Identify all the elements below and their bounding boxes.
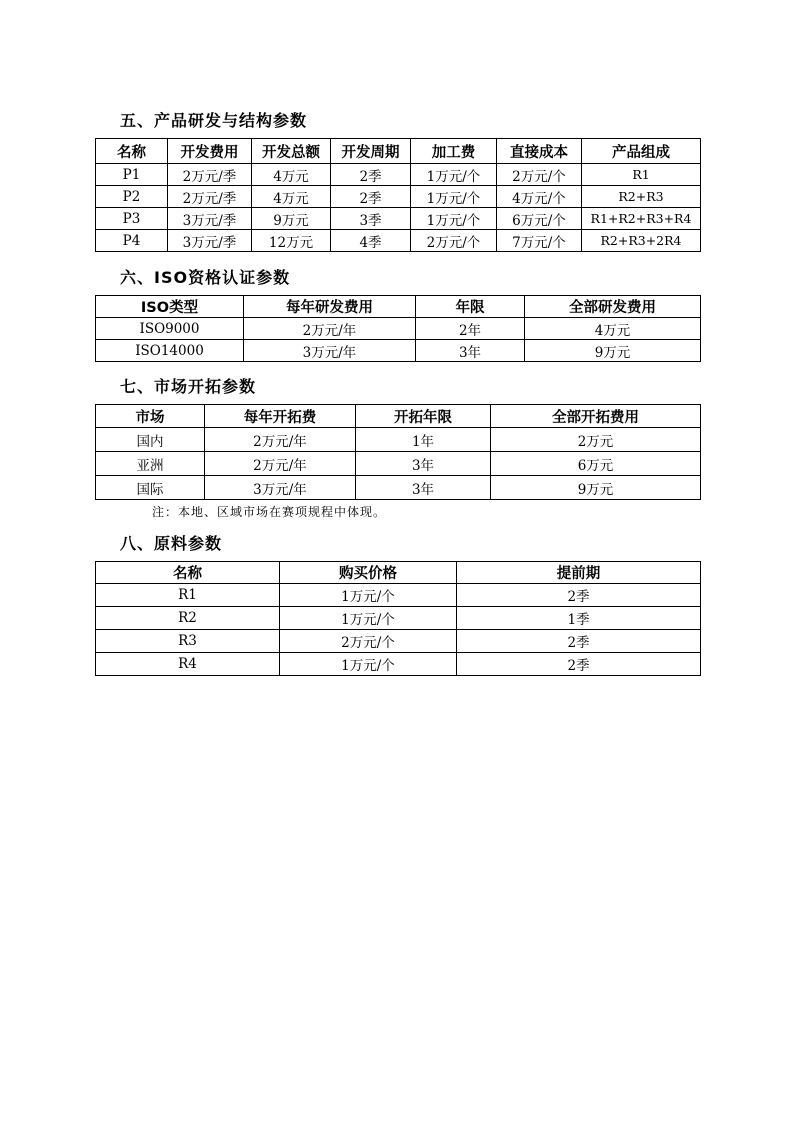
market-header-row [96, 405, 701, 428]
table-cell: 2季 [457, 584, 701, 607]
table-cell: R2 [96, 607, 280, 630]
table-row [96, 340, 701, 362]
table-cell: 9万元 [491, 476, 701, 500]
header-cell: 购买价格 [280, 562, 457, 584]
table-cell: 12万元 [252, 230, 331, 252]
table-cell: 3万元/季 [168, 230, 252, 252]
table-cell: R4 [96, 653, 280, 676]
iso-section-heading: 六、ISO资格认证参数 [120, 268, 291, 287]
table-cell: 3万元/季 [168, 208, 252, 230]
table-cell: 4万元 [252, 186, 331, 208]
table-cell: 亚洲 [96, 452, 205, 476]
header-cell: 每年开拓费 [205, 405, 356, 428]
table-cell: 9万元 [252, 208, 331, 230]
table-cell: P4 [96, 230, 168, 252]
table-cell: 2万元/年 [244, 318, 416, 340]
table-row [96, 186, 701, 208]
table-cell: 1万元/个 [280, 607, 457, 630]
table-cell: P2 [96, 186, 168, 208]
table-row [96, 452, 701, 476]
table-cell: 2万元/季 [168, 164, 252, 186]
header-cell: ISO类型 [96, 296, 244, 318]
table-cell: 9万元 [525, 340, 701, 362]
table-cell: 2万元/年 [205, 428, 356, 452]
header-cell: 产品组成 [582, 139, 701, 164]
table-cell: 1万元/个 [411, 208, 497, 230]
header-cell: 名称 [96, 139, 168, 164]
table-cell: 2万元/个 [411, 230, 497, 252]
product-header-row [96, 139, 701, 164]
table-cell: 6万元/个 [497, 208, 582, 230]
table-cell: 7万元/个 [497, 230, 582, 252]
table-cell: 3万元/年 [205, 476, 356, 500]
market-section-heading: 七、市场开拓参数 [120, 377, 257, 396]
material-table [95, 561, 701, 676]
header-cell: 全部研发费用 [525, 296, 701, 318]
table-row [96, 653, 701, 676]
table-cell: 2万元/个 [280, 630, 457, 653]
table-cell: ISO9000 [96, 318, 244, 340]
table-cell: 国际 [96, 476, 205, 500]
table-cell: 1万元/个 [411, 186, 497, 208]
table-cell: 4万元 [525, 318, 701, 340]
table-cell: 2万元/个 [497, 164, 582, 186]
market-note: 注：本地、区域市场在赛项规程中体现。 [152, 505, 387, 519]
table-cell: 2季 [331, 164, 411, 186]
table-cell: 2季 [331, 186, 411, 208]
table-cell: 2万元/年 [205, 452, 356, 476]
header-cell: 名称 [96, 562, 280, 584]
table-row [96, 584, 701, 607]
table-cell: 1年 [356, 428, 491, 452]
header-cell: 直接成本 [497, 139, 582, 164]
header-cell: 市场 [96, 405, 205, 428]
table-cell: 1万元/个 [411, 164, 497, 186]
table-row [96, 208, 701, 230]
header-cell: 开发总额 [252, 139, 331, 164]
table-row [96, 230, 701, 252]
header-cell: 开发费用 [168, 139, 252, 164]
header-cell: 每年研发费用 [244, 296, 416, 318]
table-cell: 4万元/个 [497, 186, 582, 208]
table-cell: R1 [96, 584, 280, 607]
table-cell: 6万元 [491, 452, 701, 476]
table-cell: 2万元 [491, 428, 701, 452]
table-cell: R3 [96, 630, 280, 653]
table-cell: 1季 [457, 607, 701, 630]
table-cell: 3年 [356, 452, 491, 476]
table-cell: P1 [96, 164, 168, 186]
product-section-heading: 五、产品研发与结构参数 [120, 111, 308, 130]
material-section-heading: 八、原料参数 [120, 534, 223, 553]
table-cell: ISO14000 [96, 340, 244, 362]
table-cell: 2季 [457, 630, 701, 653]
table-cell: 2年 [416, 318, 525, 340]
header-cell: 提前期 [457, 562, 701, 584]
table-cell: 3年 [416, 340, 525, 362]
table-cell: R1 [582, 164, 701, 186]
table-row [96, 630, 701, 653]
header-cell: 开发周期 [331, 139, 411, 164]
product-table [95, 138, 701, 252]
market-table [95, 404, 701, 500]
material-header-row [96, 562, 701, 584]
table-cell: 4季 [331, 230, 411, 252]
table-cell: R2+R3 [582, 186, 701, 208]
table-cell: 3万元/年 [244, 340, 416, 362]
table-row [96, 428, 701, 452]
header-cell: 开拓年限 [356, 405, 491, 428]
table-cell: 1万元/个 [280, 584, 457, 607]
table-cell: R2+R3+2R4 [582, 230, 701, 252]
table-cell: 3季 [331, 208, 411, 230]
table-cell: 3年 [356, 476, 491, 500]
header-cell: 年限 [416, 296, 525, 318]
table-cell: 2万元/季 [168, 186, 252, 208]
table-cell: 1万元/个 [280, 653, 457, 676]
table-cell: P3 [96, 208, 168, 230]
table-cell: 国内 [96, 428, 205, 452]
table-row [96, 607, 701, 630]
header-cell: 全部开拓费用 [491, 405, 701, 428]
table-row [96, 164, 701, 186]
iso-header-row [96, 296, 701, 318]
table-cell: 4万元 [252, 164, 331, 186]
table-row [96, 318, 701, 340]
table-row [96, 476, 701, 500]
table-cell: 2季 [457, 653, 701, 676]
table-cell: R1+R2+R3+R4 [582, 208, 701, 230]
header-cell: 加工费 [411, 139, 497, 164]
iso-table [95, 295, 701, 362]
